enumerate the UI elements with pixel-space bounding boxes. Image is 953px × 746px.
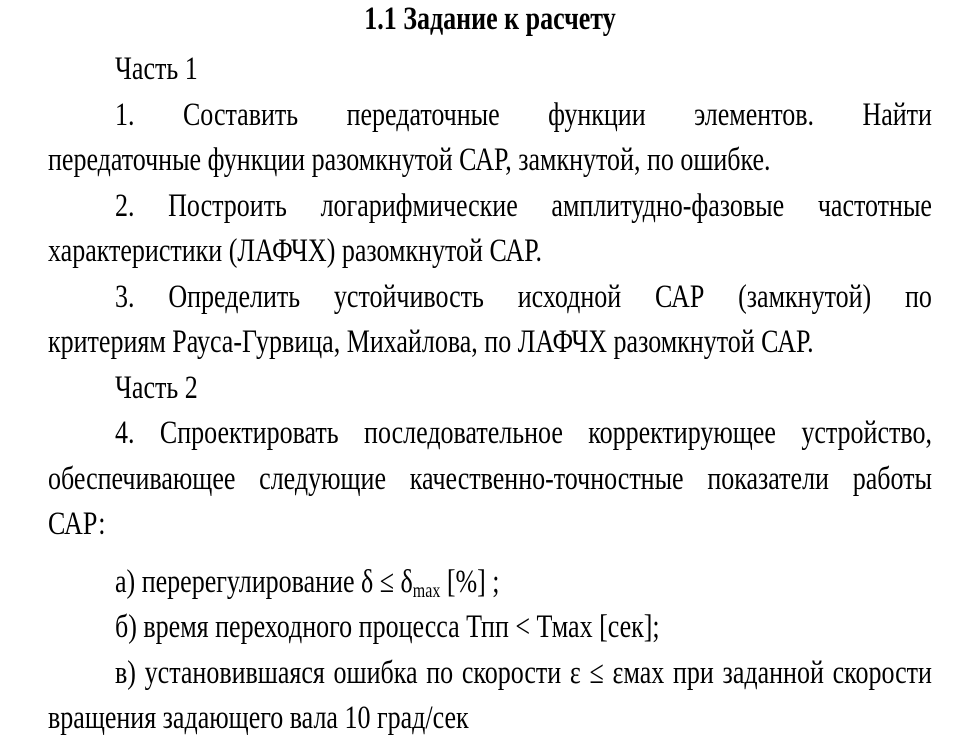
text-line	[48, 319, 932, 365]
text-line	[48, 183, 932, 229]
text-segment: Часть 1	[115, 50, 198, 87]
text-line	[48, 559, 932, 605]
text-word: Составить	[182, 95, 299, 133]
text-line	[48, 410, 932, 456]
text-word: скорости	[461, 653, 562, 691]
document-body	[48, 46, 932, 741]
text-word: обеспечивающее	[48, 459, 236, 497]
text-word: устойчивость	[333, 277, 484, 315]
text-word: 1.	[115, 95, 135, 133]
text-segment: САР:	[48, 505, 106, 542]
text-line	[48, 650, 932, 696]
text-word: ≤	[589, 653, 604, 691]
text-word: Определить	[168, 277, 301, 315]
text-segment: характеристики (ЛАФЧХ) разомкнутой САР.	[48, 232, 542, 269]
text-line	[48, 137, 932, 183]
text-word: исходной	[517, 277, 622, 315]
text-word: устройство,	[801, 414, 932, 451]
text-word: (замкнутой)	[738, 277, 872, 315]
text-word: εмах	[612, 653, 665, 691]
document-title	[48, 0, 932, 42]
text-word: установившаяся	[144, 653, 325, 691]
text-line	[48, 604, 932, 650]
text-segment: а) перерегулирование δ ≤ δ	[115, 562, 413, 600]
text-segment: [%] ;	[440, 562, 500, 600]
text-word: при	[673, 653, 714, 691]
text-word: следующие	[259, 459, 386, 497]
text-word: передаточные	[346, 95, 500, 133]
text-word: элементов.	[694, 95, 814, 133]
text-segment: Часть 2	[115, 368, 198, 406]
text-word: ε	[569, 653, 581, 691]
text-word: по	[426, 653, 454, 691]
text-line	[48, 46, 932, 92]
text-segment: передаточные функции разомкнутой САР, замкнутой, по ошибке.	[48, 141, 771, 178]
text-word: показатели	[707, 459, 829, 497]
text-word: корректирующее	[588, 414, 776, 451]
text-line	[48, 365, 932, 411]
text-word: в)	[115, 653, 136, 691]
text-line	[48, 501, 932, 547]
text-word: 3.	[115, 277, 135, 315]
text-segment: критериям Рауса-Гурвица, Михайлова, по ЛАФЧХ разомкнутой САР.	[48, 323, 814, 360]
text-line	[48, 274, 932, 320]
text-segment: б) время переходного процесса Тпп < Тмах [сек];	[115, 608, 660, 645]
text-word: 2.	[115, 186, 135, 224]
text-word: САР	[655, 277, 705, 315]
text-word: амплитудно-фазовые	[551, 186, 785, 224]
text-word: работы	[852, 459, 932, 497]
line-content	[48, 689, 932, 746]
text-word: Построить	[168, 186, 287, 224]
document-title-text: 1.1 Задание к расчету	[364, 0, 616, 37]
text-word: Найти	[862, 95, 932, 133]
text-word: логарифмические	[320, 186, 518, 224]
text-line	[48, 456, 932, 502]
text-word: ошибка	[333, 653, 418, 691]
text-line	[48, 695, 932, 741]
text-word: скорости	[832, 653, 932, 691]
text-segment: вращения задающего вала 10 град/сек	[48, 699, 469, 736]
text-word: частотные	[817, 186, 932, 224]
text-line	[48, 228, 932, 274]
text-line	[48, 92, 932, 138]
line-content	[48, 495, 932, 552]
text-word: заданной	[722, 653, 824, 691]
text-word: 4.	[115, 414, 135, 451]
text-word: Спроектировать	[159, 414, 339, 451]
text-word: последовательное	[364, 414, 563, 451]
text-word: по	[905, 277, 932, 315]
text-word: качественно-точностные	[409, 459, 684, 497]
subscript-text: max	[412, 580, 441, 602]
text-word: функции	[548, 95, 646, 133]
